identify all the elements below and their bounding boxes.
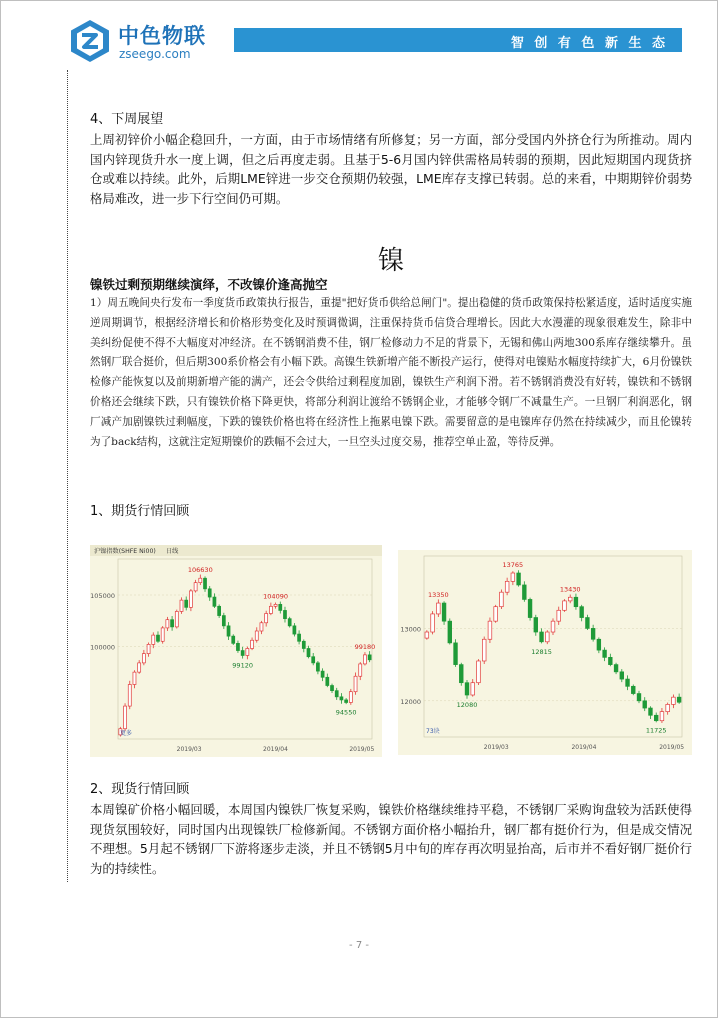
candle-body bbox=[316, 663, 319, 671]
candle-body bbox=[442, 603, 446, 621]
margin-dotted-rule bbox=[67, 70, 69, 882]
candle-body bbox=[269, 606, 272, 613]
candle-body bbox=[597, 639, 601, 650]
candle-body bbox=[608, 657, 612, 664]
candle-body bbox=[660, 712, 664, 721]
candle-body bbox=[251, 640, 254, 648]
candle-body bbox=[448, 621, 452, 643]
x-tick-label: 2019/04 bbox=[263, 746, 288, 753]
candle-body bbox=[321, 671, 324, 677]
candle-body bbox=[218, 606, 221, 615]
candle-body bbox=[563, 601, 567, 610]
candle-body bbox=[185, 600, 188, 607]
price-annotation: 13765 bbox=[502, 561, 524, 570]
price-annotation: 11725 bbox=[645, 726, 667, 735]
candle-body bbox=[354, 676, 357, 691]
nickel-futures-chart-1 bbox=[90, 545, 382, 757]
candle-body bbox=[522, 585, 526, 599]
nickel-headline: 镍铁过剩预期继续演绎，不改镍价逢高抛空 bbox=[90, 277, 328, 292]
candle-body bbox=[654, 715, 658, 720]
candle-body bbox=[279, 604, 282, 610]
candle-body bbox=[236, 643, 239, 650]
candle-body bbox=[534, 618, 538, 632]
candle-body bbox=[128, 684, 131, 706]
candle-body bbox=[477, 661, 481, 683]
futures-review-title: 1、期货行情回顾 bbox=[90, 504, 190, 519]
zinc-outlook-title: 4、下周展望 bbox=[90, 112, 164, 127]
candle-body bbox=[227, 626, 230, 636]
candle-body bbox=[298, 634, 301, 641]
candle-body bbox=[208, 589, 211, 597]
page-number: - 7 - bbox=[349, 940, 369, 951]
zinc-outlook-text: 上周初锌价小幅企稳回升，一方面，由于市场情绪有所修复；另一方面，部分受国内外挤仓行为所推动。周内国内锌现货升水一度上调，但之后再度走弱。且基于5-6月国内锌供需格局转弱的预期，因此短期国内现货挤仓或难以持续。此外，后期LME锌进一步交仓预期仍较强，LME库存支撑已转弱。总的来看，中期期锌价弱势格局难改，进一步下行空间仍可期。 bbox=[90, 132, 692, 206]
spot-review bbox=[90, 780, 692, 878]
candle-body bbox=[488, 621, 492, 639]
x-tick-label: 2019/04 bbox=[571, 744, 597, 751]
candle-body bbox=[626, 679, 630, 686]
header-banner bbox=[234, 28, 682, 52]
nickel-section-title: 镍 bbox=[377, 246, 404, 276]
candle-body bbox=[436, 603, 440, 614]
candle-body bbox=[363, 655, 366, 664]
price-annotation: 94550 bbox=[335, 708, 357, 717]
candle-body bbox=[274, 604, 277, 606]
logo bbox=[68, 18, 208, 66]
nickel-futures-chart-2 bbox=[398, 550, 692, 755]
candle-body bbox=[312, 657, 315, 663]
price-annotation: 12815 bbox=[531, 647, 552, 656]
candle-body bbox=[649, 708, 653, 715]
candle-body bbox=[631, 686, 635, 693]
candle-body bbox=[222, 616, 225, 626]
candle-body bbox=[307, 648, 310, 656]
candle-body bbox=[241, 651, 244, 656]
candle-body bbox=[142, 654, 145, 663]
candle-body bbox=[345, 700, 348, 703]
candle-body bbox=[591, 628, 595, 639]
candle-body bbox=[517, 573, 521, 585]
y-tick-label: 100000 bbox=[90, 643, 115, 652]
candle-body bbox=[666, 704, 670, 711]
candle-body bbox=[302, 641, 305, 648]
chart-corner-label: 更多 bbox=[120, 730, 133, 737]
candle-body bbox=[586, 618, 590, 629]
candle-body bbox=[459, 665, 463, 683]
candle-body bbox=[138, 663, 141, 672]
candle-body bbox=[677, 697, 681, 702]
candle-body bbox=[551, 621, 555, 632]
chart-corner-label: 73块 bbox=[426, 728, 440, 735]
price-annotation: 106630 bbox=[187, 566, 213, 575]
candle-body bbox=[340, 697, 343, 700]
candle-body bbox=[293, 626, 296, 634]
candle-body bbox=[124, 706, 127, 729]
nickel-section bbox=[90, 240, 692, 277]
candle-body bbox=[156, 635, 159, 641]
price-annotation: 99180 bbox=[354, 642, 376, 651]
candle-body bbox=[614, 665, 618, 672]
candle-body bbox=[568, 597, 572, 601]
logo-text-en: zseego.com bbox=[119, 47, 191, 61]
candle-body bbox=[603, 650, 607, 657]
candle-body bbox=[545, 632, 549, 642]
candle-body bbox=[288, 619, 291, 626]
candle-body bbox=[232, 636, 235, 643]
candle-body bbox=[643, 701, 647, 708]
candle-body bbox=[166, 620, 169, 628]
main-content bbox=[90, 110, 692, 208]
candle-body bbox=[528, 599, 532, 617]
candle-body bbox=[574, 597, 578, 606]
candle-body bbox=[171, 620, 174, 627]
candle-body bbox=[175, 611, 178, 626]
candle-body bbox=[189, 591, 192, 607]
x-tick-label: 2019/03 bbox=[176, 746, 202, 753]
spot-review-title: 2、现货行情回顾 bbox=[90, 782, 190, 797]
candle-body bbox=[283, 610, 286, 618]
candle-body bbox=[505, 581, 509, 592]
candle-body bbox=[255, 631, 258, 640]
x-tick-label: 2019/03 bbox=[483, 744, 509, 751]
y-tick-label: 13000 bbox=[400, 625, 421, 634]
candle-body bbox=[133, 672, 136, 684]
candle-body bbox=[482, 639, 486, 661]
candle-body bbox=[465, 683, 469, 695]
x-tick-label: 2019/05 bbox=[659, 744, 685, 751]
candle-body bbox=[471, 683, 475, 695]
candle-body bbox=[161, 628, 164, 641]
candle-body bbox=[431, 614, 435, 632]
price-annotation: 13350 bbox=[427, 591, 449, 600]
y-tick-label: 105000 bbox=[90, 592, 115, 600]
candle-body bbox=[199, 578, 202, 582]
candle-body bbox=[494, 607, 498, 621]
candle-body bbox=[147, 644, 150, 653]
nickel-body bbox=[90, 276, 692, 452]
candle-body bbox=[620, 672, 624, 679]
candle-body bbox=[335, 691, 338, 697]
price-annotation: 12080 bbox=[456, 701, 478, 710]
candle-body bbox=[152, 635, 155, 644]
candle-body bbox=[368, 655, 371, 660]
candle-body bbox=[500, 592, 504, 606]
candle-body bbox=[557, 610, 561, 621]
candle-body bbox=[194, 583, 197, 591]
chart-period: 日线 bbox=[166, 548, 179, 555]
candle-body bbox=[425, 632, 429, 638]
candle-body bbox=[326, 677, 329, 685]
candle-body bbox=[265, 614, 268, 623]
plot-frame bbox=[118, 559, 372, 739]
header-slogan: 智 创 有 色 新 生 态 bbox=[510, 36, 668, 51]
x-tick-label: 2019/05 bbox=[349, 746, 375, 753]
candle-body bbox=[246, 648, 249, 655]
candle-body bbox=[260, 623, 263, 631]
candle-body bbox=[204, 578, 207, 589]
candle-body bbox=[672, 697, 676, 704]
logo-hexagon-icon bbox=[68, 18, 112, 64]
candle-body bbox=[540, 632, 544, 642]
spot-review-text: 本周镍矿价格小幅回暖，本周国内镍铁厂恢复采购，镍铁价格继续维持平稳，不锈钢厂采购询盘较为活跃使得现货氛围较好，同时国内出现镍铁厂检修新闻。不锈钢方面价格小幅抬升，钢厂都有挺价行为，但是成交情况不理想。5月起不锈钢厂下游将逐步走淡，并且不锈钢5月中旬的库存再次明显抬高，后市并不看好钢厂挺价行为的持续性。 bbox=[90, 802, 692, 876]
candle-body bbox=[331, 686, 334, 691]
candle-body bbox=[180, 600, 183, 611]
price-annotation: 104090 bbox=[263, 592, 288, 601]
logo-text-cn: 中色物联 bbox=[118, 24, 206, 48]
chart-title: 沪镍指数(SHFE Ni00) bbox=[94, 548, 156, 555]
candle-body bbox=[637, 694, 641, 701]
candle-body bbox=[213, 597, 216, 606]
candle-body bbox=[511, 573, 515, 581]
plot-frame bbox=[424, 556, 682, 737]
candle-body bbox=[359, 664, 362, 676]
price-annotation: 99120 bbox=[232, 661, 253, 670]
y-tick-label: 12000 bbox=[400, 697, 421, 706]
candle-body bbox=[349, 692, 352, 703]
nickel-intro-text: 1）周五晚间央行发布一季度货币政策执行报告，重提"把好货币供给总闸门"。提出稳健的货币政策保持松紧适度，适时适度实施逆周期调节，根据经济增长和价格形势变化及时预调微调，注重保持货币信贷合理增长。因此大水漫灌的现象很难发生，除非中美纠纷促使不得不大幅度对冲经济。在不锈钢消费不佳，钢厂检修动力不足的背景下，无锡和佛山两地300系库存继续攀升。虽然钢厂联合挺价，但后期300系价格会有小幅下跌。高镍生铁新增产能不断投产运行，使得对电镍贴水幅度持续扩大，6月份镍铁检修产能恢复以及前期新增产能的满产，还会令供给过剩程度加剧，镍铁生产利润下滑。若不锈钢消费没有好转，镍铁和不锈钢价格还会继续下跌，只有镍铁价格下降更快，将部分利润让渡给不锈钢企业，才能够令钢厂不减量生产。一旦钢厂利润恶化，钢厂减产加剧镍铁过剩幅度，下跌的镍铁价格也将在经济性上拖累电镍下跌。需要留意的是电镍库存仍然在持续减少，而且伦镍转为了back结构，这就注定短期镍价的跌幅不会过大，一旦空头过度交易，推荐空单止盈，等待反弹。 bbox=[90, 297, 692, 448]
futures-review bbox=[90, 502, 692, 522]
candle-body bbox=[580, 607, 584, 618]
price-annotation: 13430 bbox=[559, 585, 581, 594]
candle-body bbox=[454, 643, 458, 665]
